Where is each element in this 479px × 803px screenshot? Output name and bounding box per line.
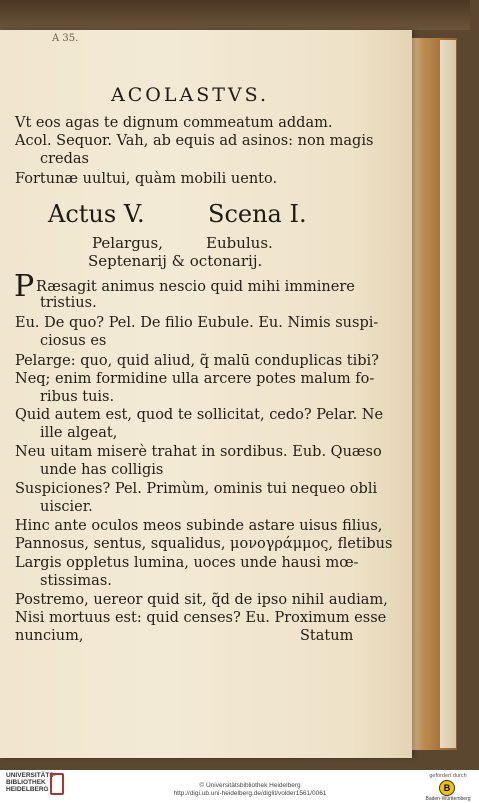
text-line: Ræsagit animus nescio quid mihi imminere — [36, 279, 355, 295]
top-page-edge — [0, 0, 470, 30]
text-line: Postremo, uereor quid sit, q̃d de ipso nihil audiam, — [15, 592, 388, 608]
text-line: Pannosus, sentus, squalidus, μονογράμμος, fletibus — [15, 536, 393, 552]
text-line: Suspiciones? Pel. Primùm, ominis tui nequeo obli — [15, 481, 378, 497]
next-page-edge — [440, 40, 456, 748]
top-mark: A 35. — [52, 33, 79, 44]
funder-name: Baden-Württemberg — [425, 796, 471, 802]
text-line: Fortunæ uultui, quàm mobili uento. — [15, 171, 278, 187]
act-heading: Actus V. — [48, 200, 145, 228]
speaker-name: Pelargus, — [92, 234, 163, 252]
text-line: ille algeat, — [40, 425, 118, 441]
text-line: stissimas. — [40, 573, 112, 589]
text-line: Acol. Sequor. Vah, ab equis ad asinos: non magis — [15, 133, 374, 149]
text-line: uiscier. — [40, 499, 93, 515]
copyright-text: © Universitätsbibliothek Heidelberg — [199, 782, 301, 789]
funded-by-label: gefördert durch — [429, 773, 467, 779]
speaker-name: Eubulus. — [206, 234, 273, 252]
text-line: Largis oppletus lumina, uoces unde hausi mœ- — [15, 555, 359, 571]
meter-note: Septenarij & octonarij. — [88, 252, 263, 270]
text-line: Pelarge: quo, quid aliud, q̃ malū conduplicas tibi? — [15, 353, 379, 369]
text-line: Hinc ante oculos meos subinde astare uisus filius, — [15, 518, 383, 534]
copyright-notice — [150, 782, 350, 798]
text-line: ciosus es — [40, 333, 107, 349]
scene-heading: Scena I. — [208, 200, 307, 228]
library-emblem-icon — [50, 773, 64, 795]
drop-capital: P — [14, 269, 35, 304]
permalink[interactable]: http://digi.ub.uni-heidelberg.de/diglit/volder1561/0061 — [173, 790, 327, 797]
text-line: Eu. De quo? Pel. De filio Eubule. Eu. Nimis suspi- — [15, 315, 379, 331]
text-line: unde has colligis — [40, 462, 164, 478]
text-line: nuncium, — [15, 628, 84, 644]
text-line: Neu uitam miserè trahat in sordibus. Eub. Quæso — [15, 444, 382, 460]
text-line: Neq; enim formidine ulla arcere potes malum fo- — [15, 371, 375, 387]
text-line: Nisi mortuus est: quid censes? Eu. Proximum esse — [15, 610, 387, 626]
text-line: ribus tuis. — [40, 389, 115, 405]
text-line: Vt eos agas te dignum commeatum addam. — [15, 115, 333, 131]
text-line: Quid autem est, quod te sollicitat, cedo? Pelar. Ne — [15, 407, 384, 423]
catchword: Statum — [300, 628, 354, 644]
funder-logo-icon: B — [439, 780, 455, 796]
text-line: tristius. — [40, 295, 97, 311]
running-head: ACOLASTVS. — [111, 84, 269, 106]
text-line: credas — [40, 151, 90, 167]
library-name: UNIVERSITÄTS- BIBLIOTHEK HEIDELBERG — [6, 772, 56, 793]
